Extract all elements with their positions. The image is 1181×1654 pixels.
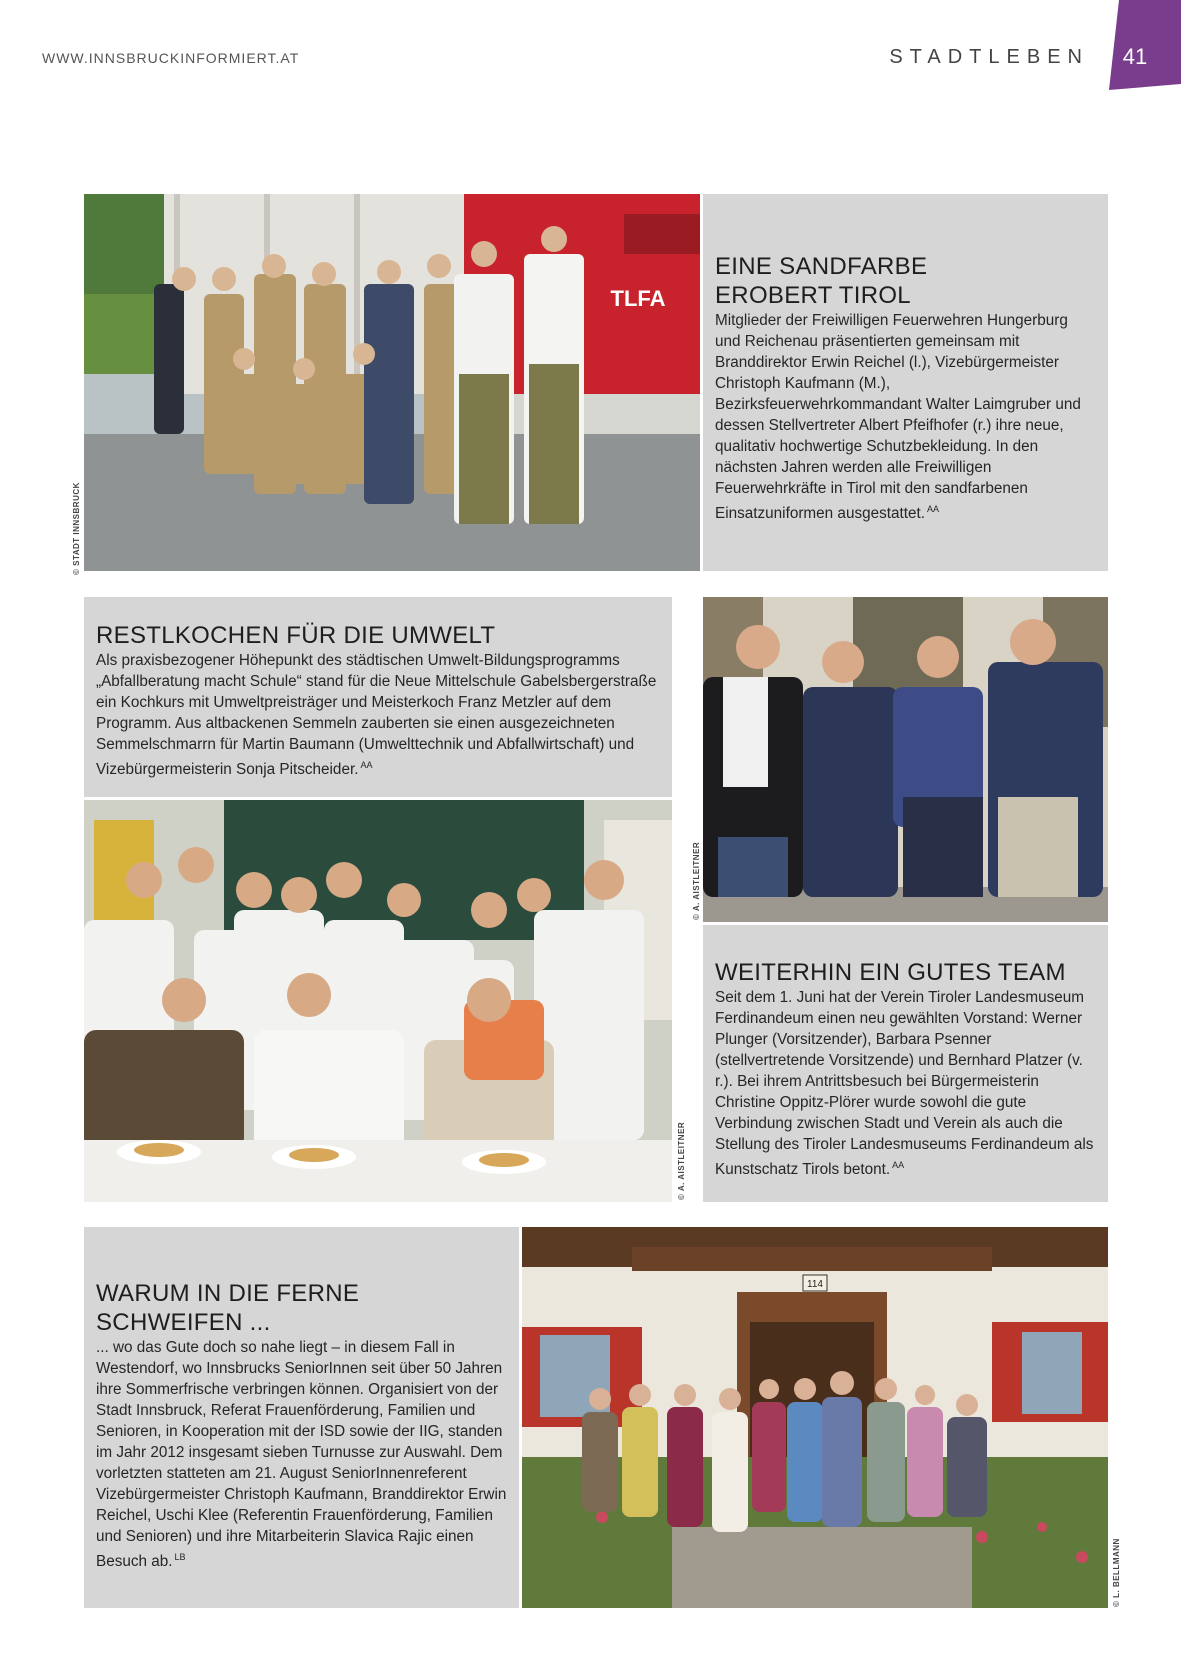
article-ferne-title: WARUM IN DIE FERNE SCHWEIFEN ... [96, 1280, 360, 1336]
photo-seniors-westendorf [522, 1227, 1108, 1608]
section-title: STADTLEBEN [889, 46, 1089, 68]
article-sandfarbe-body: Mitglieder der Freiwilligen Feuerwehren Hungerburg und Reichenau präsentierten gemeinsam mit Branddirektor Erwin Reichel (l.), Vizebürgermeister Christoph Kaufmann (M.), Bezirksfeuerwehrkommandant Walter Laimgruber und dessen Stellvertreter Albert Pfeifhofer (r.) ihre neue, qualitativ hochwertige Schutzbekleidung. In den nächsten Jahren werden alle Freiwilligen Feuerwehrkräfte in Tirol mit den sandfarbenen Einsatzuniformen ausgestattet. $^{AA}$ [715, 312, 1081, 522]
article-sandfarbe [703, 194, 1108, 571]
photo-credit-team: © A. AISTLEITNER [692, 841, 701, 920]
article-sandfarbe-title: EINE SANDFARBE EROBERT TIROL [715, 253, 928, 309]
photo-credit-firefighters: © STADT INNSBRUCK [72, 482, 81, 575]
article-team-body: Seit dem 1. Juni hat der Verein Tiroler Landesmuseum Ferdinandeum einen neu gewählten Vorstand: Werner Plunger (Vorsitzender), Barbara Psenner (stellvertretende Vorsitzende) und Bernhard Platzer (v. r.). Bei ihrem Antrittsbesuch bei Bürgermeisterin Christine Oppitz-Plörer wurde sowohl die gute Verbindung zwischen Stadt und Verein als auch die Stellung des Tiroler Landesmuseums Ferdinandeum als Kunstschatz Tirols betont. $^{AA}$ [715, 989, 1094, 1178]
photo-firefighters [84, 194, 700, 571]
article-team-title: WEITERHIN EIN GUTES TEAM [715, 959, 1066, 986]
article-restlkochen [84, 597, 672, 797]
article-team [703, 925, 1108, 1202]
photo-credit-seniors: © L. BELLMANN [1112, 1538, 1121, 1607]
article-ferne-body: ... wo das Gute doch so nahe liegt – in diesem Fall in Westendorf, wo Innsbrucks SeniorInnen seit über 50 Jahren ihre Sommerfrische verbringen können. Organisiert von der Stadt Innsbruck, Referat Frauenförderung, Familien und Senioren, in Kooperation mit der ISD sowie der IIG, standen im Jahr 2012 insgesamt sieben Turnusse zur Auswahl. Dem vorletzten statteten am 21. August SeniorInnenreferent Vizebürgermeister Christoph Kaufmann, Branddirektor Erwin Reichel, Uschi Klee (Referentin Frauenförderung, Familien und Senioren) und ihre Mitarbeiterin Slavica Rajic einen Besuch ab. $^{LB}$ [96, 1339, 507, 1570]
truck-label: TLFA [610, 286, 666, 311]
author-initials: AA [892, 1160, 905, 1170]
article-restlkochen-title: RESTLKOCHEN FÜR DIE UMWELT [96, 622, 496, 649]
article-restlkochen-body: Als praxisbezogener Höhepunkt des städtischen Umwelt-Bildungsprogramms „Abfallberatung macht Schule“ stand für die Neue Mittelschule Gabelsbergerstraße ein Kochkurs mit Umweltpreisträger und Meisterkoch Franz Metzler auf dem Programm. Aus altbackenen Semmeln zauberten sie einen ausgezeichneten Semmelschmarrn für Martin Baumann (Umwelttechnik und Abfallwirtschaft) und Vizebürgermeisterin Sonja Pitscheider. $^{AA}$ [96, 652, 657, 778]
photo-museum-board [703, 597, 1108, 922]
author-initials: AA [360, 760, 373, 770]
article-ferne [84, 1227, 519, 1608]
page-number: 41 [1122, 44, 1148, 69]
author-initials: LB [174, 1552, 186, 1562]
photo-cooking-class [84, 800, 672, 1202]
photo-credit-cooking: © A. AISTLEITNER [677, 1121, 686, 1200]
author-initials: AA [927, 504, 940, 514]
house-number: 114 [807, 1279, 823, 1290]
website-url[interactable]: WWW.INNSBRUCKINFORMIERT.AT [42, 50, 300, 66]
